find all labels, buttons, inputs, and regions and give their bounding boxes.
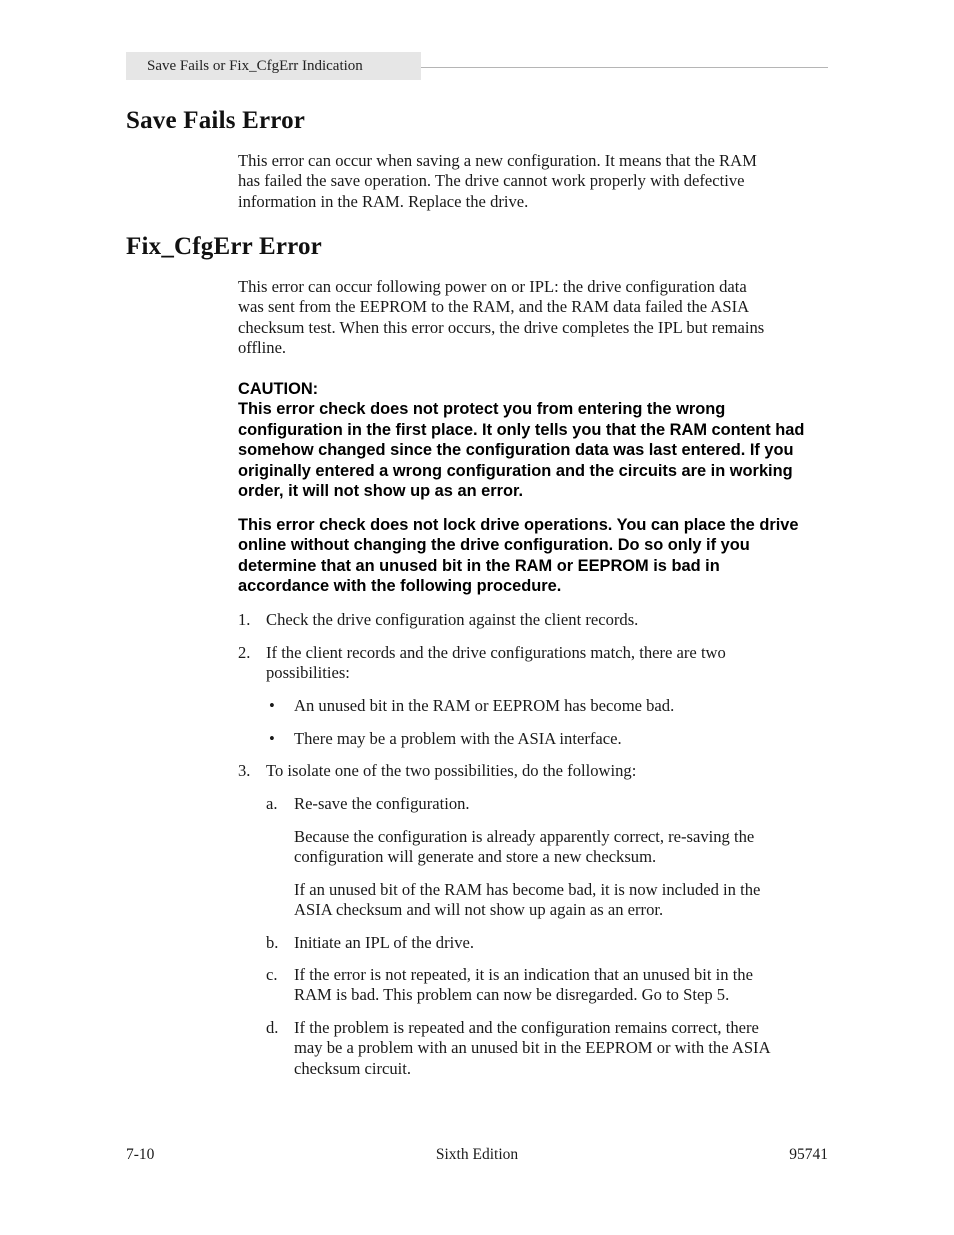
substep-text: ASIA checksum and will not show up again as an error. xyxy=(294,900,664,920)
step-text: Check the drive configuration against the client records. xyxy=(266,610,639,629)
substep-text: If the error is not repeated, it is an indication that an unused bit in the xyxy=(294,965,753,984)
heading-fix-cfgerr: Fix_CfgErr Error xyxy=(126,233,322,260)
substep-text: configuration will generate and store a new checksum. xyxy=(294,847,657,867)
bullet-text: There may be a problem with the ASIA interface. xyxy=(294,729,622,748)
text-line: offline. xyxy=(238,338,287,358)
text-line: checksum test. When this error occurs, the drive completes the IPL but remains xyxy=(238,317,765,337)
substep-text: Re-save the configuration. xyxy=(294,794,470,813)
step-text: To isolate one of the two possibilities, do the following: xyxy=(266,761,637,780)
fix-cfgerr-paragraph xyxy=(238,277,828,359)
heading-save-fails: Save Fails Error xyxy=(126,107,306,134)
caution-line: configuration in the first place. It only tells you that the RAM content had xyxy=(238,420,805,439)
caution-label: CAUTION: xyxy=(238,380,319,398)
substep-text: If the problem is repeated and the configuration remains correct, there xyxy=(294,1018,759,1037)
text-line: This error can occur when saving a new configuration. It means that the RAM xyxy=(238,151,757,170)
text-line: This error can occur following power on or IPL: the drive configuration data xyxy=(238,277,747,296)
caution-line: online without changing the drive configuration. Do so only if you xyxy=(238,536,750,555)
caution-line: accordance with the following procedure. xyxy=(238,577,562,596)
caution-block xyxy=(238,379,830,501)
caution-line: originally entered a wrong configuration and the circuits are in working xyxy=(238,461,793,480)
substep-text: Because the configuration is already apparently correct, re-saving the xyxy=(294,827,755,846)
substep-marker: b. xyxy=(266,933,279,952)
text-line: information in the RAM. Replace the drive. xyxy=(238,191,529,211)
footer-doc-number: 95741 xyxy=(789,1146,828,1163)
substep-text: RAM is bad. This problem can now be disregarded. Go to Step 5. xyxy=(294,985,730,1005)
bullet-marker: • xyxy=(269,696,275,715)
step-marker: 2. xyxy=(238,643,251,662)
caution-line: somehow changed since the configuration data was last entered. If you xyxy=(238,441,794,460)
substep-marker: a. xyxy=(266,794,278,813)
step-text: If the client records and the drive configurations match, there are two xyxy=(266,643,726,662)
caution-line: order, it will not show up as an error. xyxy=(238,482,524,501)
text-line: has failed the save operation. The drive cannot work properly with defective xyxy=(238,171,745,191)
substep-marker: c. xyxy=(266,965,278,984)
bullet-text: An unused bit in the RAM or EEPROM has become bad. xyxy=(294,696,675,715)
caution-block-2 xyxy=(238,515,830,597)
save-fails-paragraph xyxy=(238,151,828,212)
caution-line: This error check does not lock drive operations. You can place the drive xyxy=(238,516,799,534)
bullet-marker: • xyxy=(269,729,275,748)
caution-line: This error check does not protect you from entering the wrong xyxy=(238,400,726,419)
caution-line: determine that an unused bit in the RAM or EEPROM is bad in xyxy=(238,556,720,575)
running-header xyxy=(126,52,421,80)
substep-text: checksum circuit. xyxy=(294,1058,412,1078)
substep-text: Initiate an IPL of the drive. xyxy=(294,933,475,952)
running-header-label: Save Fails or Fix_CfgErr Indication xyxy=(147,58,363,74)
step-marker: 1. xyxy=(238,610,251,629)
footer-page-number: 7-10 xyxy=(126,1146,155,1163)
header-rule xyxy=(421,67,828,68)
substep-text: If an unused bit of the RAM has become bad, it is now included in the xyxy=(294,880,761,899)
step-marker: 3. xyxy=(238,761,251,780)
substep-marker: d. xyxy=(266,1018,279,1037)
step-text: possibilities: xyxy=(266,663,350,683)
substep-text: may be a problem with an unused bit in the EEPROM or with the ASIA xyxy=(294,1038,771,1058)
text-line: was sent from the EEPROM to the RAM, and the RAM data failed the ASIA xyxy=(238,297,750,317)
footer-edition: Sixth Edition xyxy=(435,1146,519,1163)
